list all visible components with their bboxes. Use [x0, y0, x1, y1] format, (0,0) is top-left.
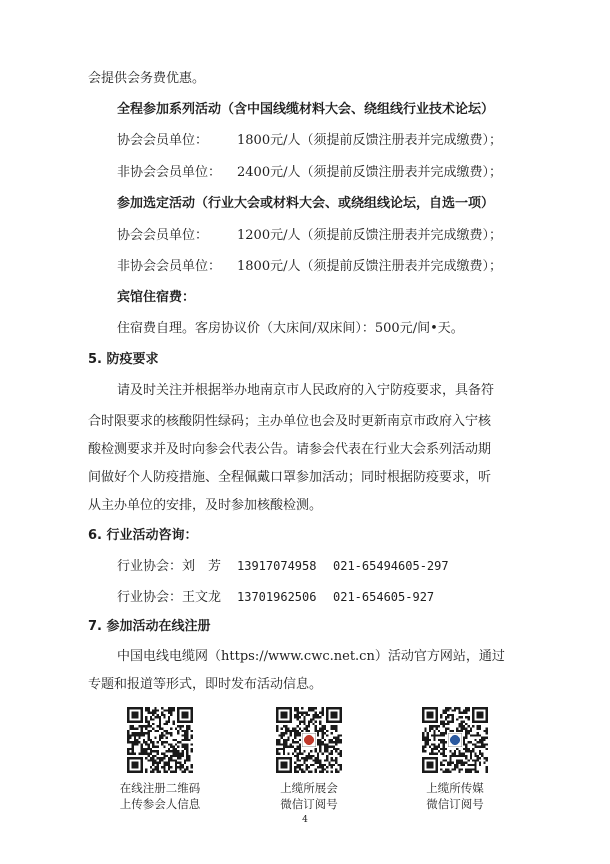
- contact-mobile: 13701962506: [237, 590, 317, 604]
- contact-mobile: 13917074958: [237, 559, 317, 573]
- section-7-line: 专题和报道等形式，即时发布活动信息。: [88, 677, 323, 692]
- section-5-line: 请及时关注并根据举办地南京市人民政府的入宁防疫要求，具备符: [117, 383, 495, 398]
- qr-register: [95, 707, 225, 812]
- qr-caption: 在线注册二维码: [119, 781, 201, 795]
- section-5-line: 从主办单位的安排，及时参加核酸检测。: [88, 498, 323, 513]
- contact-row: [117, 557, 449, 576]
- fee-value: 1800元/人（须提前反馈注册表并完成缴费）；: [237, 133, 502, 148]
- section-7-line: 中国电线电缆网（https://www.cwc.net.cn）活动官方网站，通过: [117, 649, 505, 664]
- contact-name: 行业协会：王文龙: [117, 590, 222, 605]
- section-5-title: 5. 防疫要求: [88, 352, 159, 367]
- fee-row-member-select: [117, 227, 502, 245]
- qr-expo-wechat: [244, 707, 374, 812]
- hotel-heading: 宾馆住宿费：: [117, 290, 196, 305]
- qr-media-wechat: [390, 707, 520, 812]
- qr-caption: 上缆所传媒: [426, 781, 484, 795]
- contact-name: 行业协会：刘 芳: [117, 559, 222, 574]
- selected-activity-heading: 参加选定活动（行业大会或材料大会、或绕组线论坛，自选一项）: [117, 196, 495, 211]
- qr-code-icon: [422, 707, 488, 773]
- fee-label: 协会会员单位：: [117, 133, 209, 148]
- hotel-text: 住宿费自理。客房协议价（大床间/双床间）：500元/间•天。: [117, 321, 464, 336]
- fee-row-member-full: [117, 132, 502, 150]
- qr-caption: 上传参会人信息: [119, 797, 201, 811]
- section-5-line: 合时限要求的核酸阴性绿码；主办单位也会及时更新南京市政府入宁核: [88, 414, 492, 429]
- fee-value: 1200元/人（须提前反馈注册表并完成缴费）；: [237, 228, 502, 243]
- intro-continuation: 会提供会务费优惠。: [88, 71, 206, 86]
- full-participation-heading: 全程参加系列活动（含中国线缆材料大会、绕组线行业技术论坛）: [117, 102, 495, 117]
- fee-label: 非协会会员单位：: [117, 259, 222, 274]
- section-5-line: 间做好个人防疫措施、全程佩戴口罩参加活动；同时根据防疫要求，听: [88, 470, 492, 485]
- fee-label: 非协会会员单位：: [117, 165, 222, 180]
- qr-code-icon: [276, 707, 342, 773]
- fee-value: 1800元/人（须提前反馈注册表并完成缴费）；: [237, 259, 502, 274]
- section-6-title: 6. 行业活动咨询：: [88, 528, 198, 543]
- qr-caption: 上缆所展会: [280, 781, 338, 795]
- fee-label: 协会会员单位：: [117, 228, 209, 243]
- contact-tel: 021-65494605-297: [333, 559, 449, 573]
- qr-caption: 微信订阅号: [280, 797, 338, 811]
- section-5-line: 酸检测要求并及时向参会代表公告。请参会代表在行业大会系列活动期: [88, 442, 492, 457]
- section-7-title: 7. 参加活动在线注册: [88, 619, 211, 634]
- contact-row: [117, 588, 434, 607]
- fee-row-nonmember-select: [117, 258, 502, 276]
- qr-code-icon: [127, 707, 193, 773]
- page-number: 4: [302, 815, 308, 825]
- fee-row-nonmember-full: [117, 164, 502, 182]
- fee-value: 2400元/人（须提前反馈注册表并完成缴费）；: [237, 165, 502, 180]
- qr-caption: 微信订阅号: [426, 797, 484, 811]
- contact-tel: 021-654605-927: [333, 590, 435, 604]
